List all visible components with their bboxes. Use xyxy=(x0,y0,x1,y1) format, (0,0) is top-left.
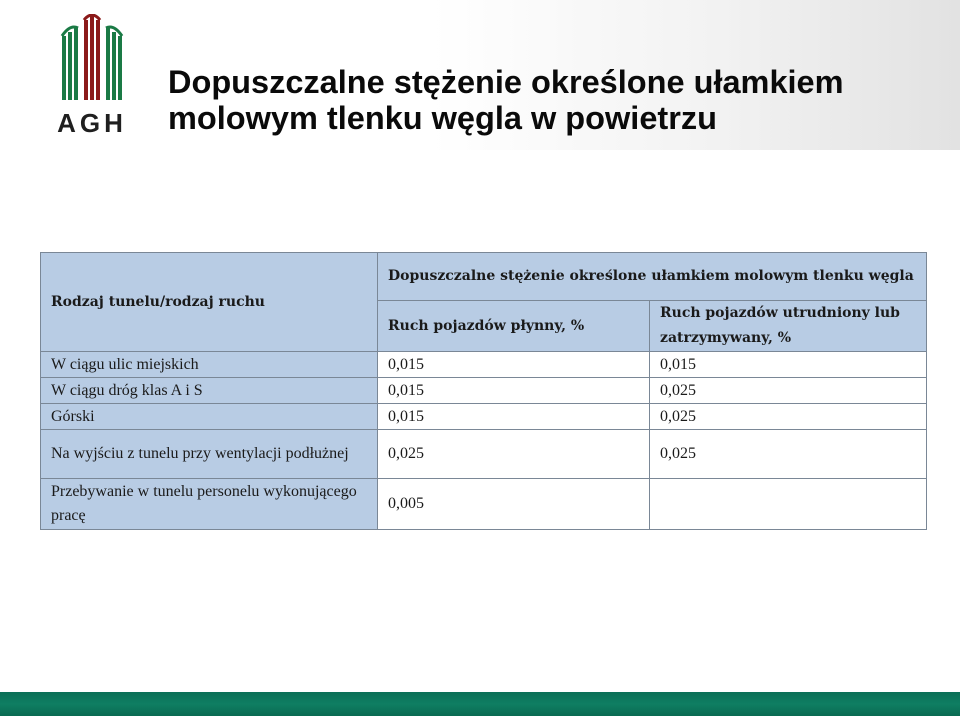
value-fluid: 0,015 xyxy=(378,352,650,378)
page-title xyxy=(168,64,948,136)
header-tunnel-type: Rodzaj tunelu/rodzaj ruchu xyxy=(41,253,378,352)
header-col-congested: Ruch pojazdów utrudniony lub zatrzymywany, % xyxy=(650,301,927,352)
title-line-2: molowym tlenku węgla w powietrzu xyxy=(168,100,717,136)
row-label: Górski xyxy=(41,404,378,430)
value-congested: 0,025 xyxy=(650,430,927,479)
row-label: W ciągu dróg klas A i S xyxy=(41,378,378,404)
header-group: Dopuszczalne stężenie określone ułamkiem molowym tlenku węgla xyxy=(378,253,927,301)
agh-logo-icon xyxy=(50,14,134,106)
logo-text: AGH xyxy=(57,108,127,138)
value-congested xyxy=(650,479,927,530)
footer-bar xyxy=(0,692,960,716)
title-line-1: Dopuszczalne stężenie określone ułamkiem xyxy=(168,64,844,100)
table-row xyxy=(41,404,927,430)
table-row xyxy=(41,479,927,530)
table-row xyxy=(41,378,927,404)
value-fluid: 0,005 xyxy=(378,479,650,530)
value-fluid: 0,015 xyxy=(378,378,650,404)
agh-logo xyxy=(50,14,140,138)
value-fluid: 0,025 xyxy=(378,430,650,479)
value-congested: 0,025 xyxy=(650,378,927,404)
table-row xyxy=(41,352,927,378)
header-col-fluid: Ruch pojazdów płynny, % xyxy=(378,301,650,352)
slide-header xyxy=(0,0,960,150)
value-congested: 0,025 xyxy=(650,404,927,430)
row-label: W ciągu ulic miejskich xyxy=(41,352,378,378)
table-row xyxy=(41,430,927,479)
co-concentration-table xyxy=(40,252,927,530)
value-fluid: 0,015 xyxy=(378,404,650,430)
value-congested: 0,015 xyxy=(650,352,927,378)
row-label: Na wyjściu z tunelu przy wentylacji podłużnej xyxy=(41,430,378,479)
row-label: Przebywanie w tunelu personelu wykonującego pracę xyxy=(41,479,378,530)
